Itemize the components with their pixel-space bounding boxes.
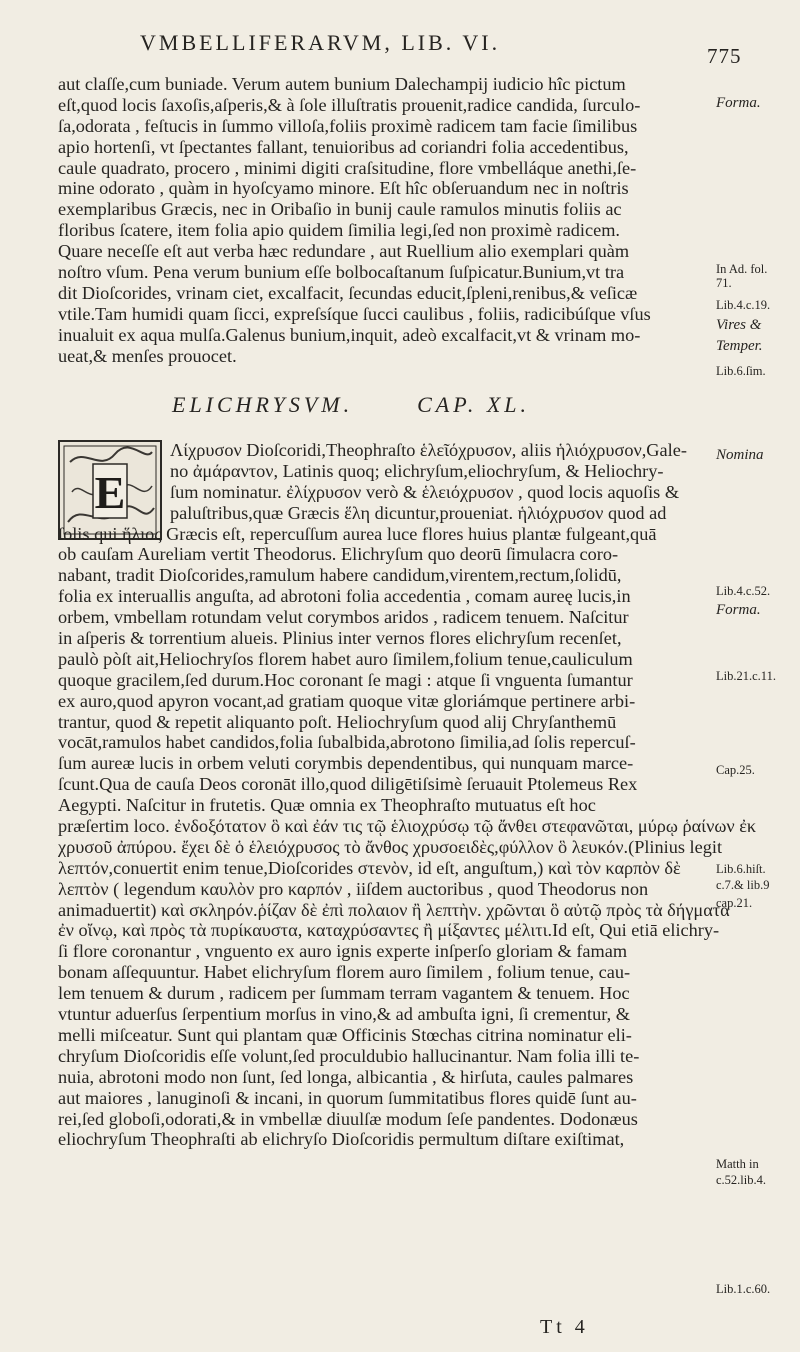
chapter-title: ELICHRYSVM. — [172, 392, 354, 417]
text-line: rei,ſed globoſi,odorati,& in vmbellæ diuulſæ modum ſeſe pandentes. Dodonæus — [58, 1108, 638, 1129]
margin-note: Lib.6.hiſt. — [716, 862, 766, 876]
margin-note: In Ad. fol. — [716, 262, 768, 276]
text-line: inualuit ex aqua mulſa.Galenus bunium,inquit, adeò excalfacit,vt & vrinam mo- — [58, 324, 641, 345]
text-line: trantur, quod & repetit aliquanto poſt. Heliochryſum quod alij Chryſanthemū — [58, 711, 617, 732]
text-line: ſi flore coronantur , vnguento ex auro ignis experte inſperſo gloriam & famam — [58, 941, 628, 962]
text-line: eſt,quod locis ſaxoſis,aſperis,& à ſole illuſtratis prouenit,radice candida, ſurculo- — [58, 94, 641, 115]
text-line: apio hortenſi, vt ſpectantes fallant, tenuioribus ad coriandri folia accedentibus, — [58, 136, 629, 157]
margin-note: Lib.1.c.60. — [716, 1282, 771, 1296]
text-line: exemplaribus Græcis, nec in Oribaſio in bunij caule ramulos minutis foliis ac — [58, 199, 622, 220]
text-line: Quare neceſſe eſt aut verba hæc redundare , aut Ruellium alio exemplari quàm — [58, 241, 630, 262]
margin-note: Temper. — [716, 338, 763, 354]
text-line: ſa,odorata , feſtucis in ſummo villoſa,foliis proximè radicem tam facie ſimilibus — [58, 115, 638, 136]
page-number: 775 — [707, 44, 742, 68]
text-line: paulò pòſt ait,Heliochryſos florem habet auro ſimilem,folium tenue,cauliculum — [58, 648, 633, 669]
margin-note: Matth in — [716, 1157, 759, 1171]
text-line: ſcunt.Qua de cauſa Deos coronāt illo,quod diligētiſsimè ſeruauit Ptolemeus Rex — [58, 774, 638, 795]
text-line: melli miſceatur. Sunt qui plantam quæ Officinis Stœchas citrina nominatur eli- — [58, 1024, 632, 1045]
margin-note: Vires & — [716, 317, 762, 333]
margin-note: Lib.4.c.52. — [716, 584, 771, 598]
text-line: ob cauſam Aureliam vertit Theodorus. Elichryſum quo deorū ſimulacra coro- — [58, 544, 619, 565]
text-line: Aegypti. Naſcitur in frutetis. Quæ omnia ex Theophraſto mutuatus eſt hoc — [58, 795, 596, 816]
text-line: mine odorato , quàm in hyoſcyamo minore. Eſt hîc obſeruandum nec in noſtris — [58, 178, 629, 199]
signature-mark: Tt 4 — [540, 1316, 589, 1338]
text-line: nuia, abrotoni modo non ſunt, ſed longa, albicantia , & hirſuta, caules palmares — [58, 1066, 634, 1087]
text-line: ἐν οἴνῳ, καὶ πρὸς τὰ πυρίκαυστα, καταχρύσαντες ἢ μίξαντες μέλιτι.Id eſt, Qui etiā elichry- — [58, 920, 720, 941]
margin-note: Lib.21.c.11. — [716, 669, 776, 683]
text-line: no ἀμάραντον, Latinis quoq; elichryſum,eliochryſum, & Heliochry- — [170, 460, 664, 481]
margin-note: c.7.& lib.9 — [716, 878, 770, 892]
margin-note: Cap.25. — [716, 763, 755, 777]
text-line: lem tenuem & durum , radicem per ſummam terram vagantem & tenuem. Hoc — [58, 983, 630, 1004]
text-line: vocāt,ramulos habet candidos,folia ſubalbida,abrotono ſimilia,ad ſolis repercuſ- — [58, 732, 636, 753]
text-line: in aſperis & torrentium alueis. Plinius inter vernos flores elichryſum recenſet, — [58, 628, 622, 649]
margin-note: 71. — [716, 276, 732, 290]
text-line: Λίχρυσον Dioſcoridi,Theophraſto ἑλεῖόχρυσον, aliis ἡλιόχρυσον,Gale- — [170, 440, 687, 460]
text-line: χρυσοῦ ἀπύρου. ἔχει δὲ ὁ ἑλειόχρυσος τὸ ἄνθος χρυσοειδὲς,φύλλον ὃ λευκόν.(Plinius legit — [58, 836, 723, 857]
chapter-heading — [172, 392, 530, 418]
text-line: orbem, vmbellam rotundam velut corymbos aridos , radicem tenuem. Naſcitur — [58, 607, 629, 628]
margin-note: c.52.lib.4. — [716, 1173, 766, 1187]
text-line: λεπτὸν ( legendum καυλὸν pro καρπόν , iiſdem auctoribus , quod Theodorus non — [58, 878, 649, 899]
text-line: vtile.Tam humidi quam ſicci, expreſsíque ſucci caulibus , foliis, radicibúſque vſus — [58, 303, 651, 324]
text-line: floribus ſcatere, item folia apio quidem ſimilia legi,ſed non proximè radicem. — [58, 220, 620, 241]
text-line: nabant, tradit Dioſcorides,ramulum habere candidum,virentem,rectum,ſolidū, — [58, 565, 622, 586]
text-line: ſum aureæ lucis in orbem veluti corymbis dependentibus, qui nunquam marce- — [58, 753, 634, 774]
text-line: ex auro,quod apyron vocant,ad gratiam quoque vitæ gloriámque pertinere arbi- — [58, 690, 636, 711]
text-line: aut claſſe,cum buniade. Verum autem bunium Dalechampij iudicio hîc pictum — [58, 74, 626, 94]
text-line: λεπτόν,conuertit enim tenue,Dioſcorides στενὸν, id eſt, anguſtum,) καὶ τὸν καρπὸν δὲ — [58, 857, 681, 878]
running-header: VMBELLIFERARVM, LIB. VI. — [140, 30, 501, 55]
text-line: caule quadrato, procero , minimi digiti craſsitudine, flore vmbelláque anethi,ſe- — [58, 157, 637, 178]
text-line: bonam aſſequuntur. Habet elichryſum florem auro ſimilem , folium tenue, cau- — [58, 962, 631, 983]
svg-text:E: E — [94, 467, 126, 518]
text-line: præſertim loco. ἐνδοξότατον ὃ καὶ ἐάν τις τῷ ἑλιοχρύσῳ τῷ ἄνθει στεφανῶται, μύρῳ ῥαίνων ἐκ — [58, 816, 757, 837]
margin-note: Nomina — [716, 447, 764, 463]
text-line: aut maiores , lanuginoſi & incani, in quorum ſummitatibus flores quidē ſunt au- — [58, 1087, 637, 1108]
paragraph-bunium — [58, 74, 708, 366]
margin-note: Lib.4.c.19. — [716, 298, 771, 312]
text-line: eliochryſum Theophraſti ab elichryſo Dioſcoridis permultum diſtare exiſtimat, — [58, 1129, 625, 1150]
margin-note: Lib.6.ſim. — [716, 364, 766, 378]
margin-note: Forma. — [716, 602, 761, 618]
text-line: chryſum Dioſcoridis eſſe volunt,ſed proculdubio hallucinantur. Nam folia illi te- — [58, 1045, 640, 1066]
text-line: noſtro vſum. Pena verum bunium eſſe bolbocaſtanum ſuſpicatur.Bunium,vt tra — [58, 262, 625, 283]
text-line: vtuntur aduerſus ſerpentium morſus in vino,& ad ambuſta igni, ſi crementur, & — [58, 1004, 630, 1025]
margin-note: Forma. — [716, 95, 761, 111]
text-line: dit Dioſcorides, vrinam ciet, excalfacit, ſecundas educit,ſpleni,renibus,& veſicæ — [58, 282, 638, 303]
text-line: ſum nominatur. ἐλίχρυσον verò & ἑλειόχρυσον , quod locis aquoſis & — [170, 481, 680, 502]
text-line: animaduertit) καὶ σκληρόν.ῥίζαν δὲ ἐπὶ πολαιον ἢ λεπτὴν. χρῶνται ὃ αὐτῷ πρὸς τὰ δήγματα — [58, 899, 730, 920]
text-line: folia ex interuallis anguſta, ad abrotoni folia accedentia , comam aureę lucis,in — [58, 586, 631, 607]
chapter-number: CAP. XL. — [417, 392, 530, 417]
text-line: quoque gracilem,ſed durum.Hoc coronant ſe magi : atque ſi vnguenta ſumantur — [58, 669, 633, 690]
text-line: ſolis qui ἥλιος Græcis eſt, repercuſſum aurea luce flores huius plantæ fulgeant,quā — [58, 523, 657, 544]
text-line: paluſtribus,quæ Græcis ἕλη dicuntur,proueniat. ἡλιόχρυσον quod ad — [170, 502, 667, 523]
text-line: ueat,& menſes prouocet. — [58, 345, 237, 366]
margin-note: cap.21. — [716, 896, 753, 910]
